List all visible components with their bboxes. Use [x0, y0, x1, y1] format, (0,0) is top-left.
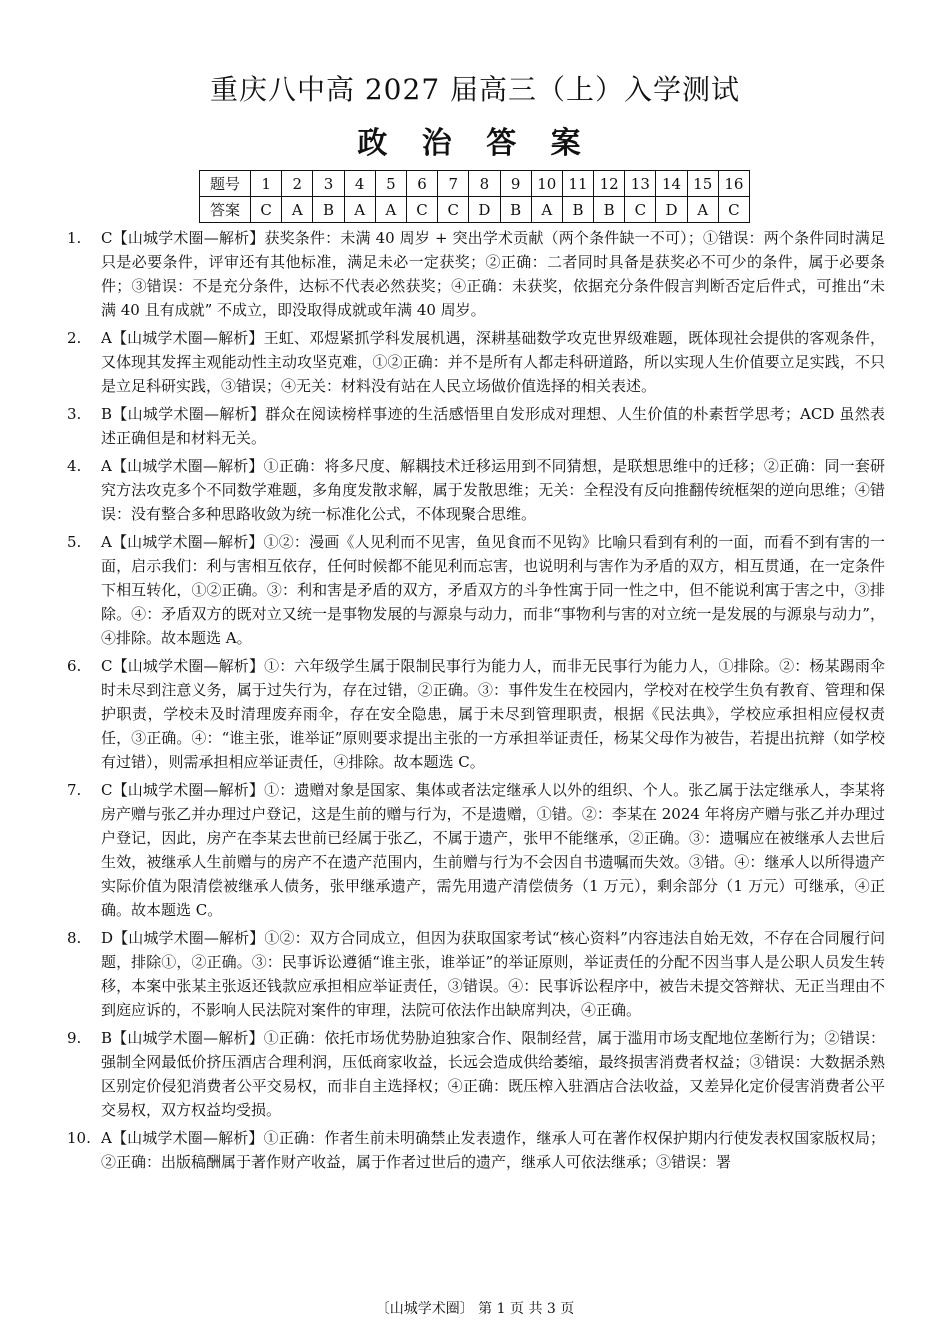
item-number: 9.: [67, 1029, 82, 1047]
table-cell: 5: [375, 171, 406, 197]
page-footer: 〔山城学术圈〕 第 1 页 共 3 页: [375, 1301, 575, 1317]
table-row-label: 答案: [200, 197, 251, 223]
table-cell: 7: [438, 171, 469, 197]
table-cell: 15: [687, 171, 718, 197]
table-cell: D: [469, 197, 500, 223]
table-cell: B: [313, 197, 344, 223]
table-cell: 10: [531, 171, 562, 197]
table-cell: C: [718, 197, 749, 223]
item-number: 10.: [67, 1129, 91, 1147]
table-cell: B: [594, 197, 625, 223]
table-cell: C: [625, 197, 656, 223]
page-title: 重庆八中高 2027 届高三（上）入学测试: [209, 73, 741, 106]
table-cell: A: [531, 197, 562, 223]
item-number: 3.: [67, 405, 82, 423]
table-cell: 13: [625, 171, 656, 197]
table-cell: B: [500, 197, 531, 223]
explanation-list: [0, 226, 950, 1178]
item-number: 4.: [67, 457, 82, 475]
item-text: A【山城学术圈—解析】①正确：将多尺度、解耦技术迁移运用到不同猜想，是联想思维中的迁移；②正确：同一套研究方法攻克多个不同数学难题，多角度发散求解，属于发散思维；无关：全程没有反向推翻传统框架的逆向思维；④错误：没有整合多种思路收敛为统一标准化公式，不体现聚合思维。: [101, 457, 885, 523]
item-text: C【山城学术圈—解析】①：六年级学生属于限制民事行为能力人，而非无民事行为能力人，①排除。②：杨某踢雨伞时未尽到注意义务，属于过失行为，存在过错，②正确。③：事件发生在校园内，学校对在校学生负有教育、管理和保护职责，学校未及时清理废弃雨伞，存在安全隐患，属于未尽到管理职责，根据《民法典》，学校应承担相应侵权责任，③正确。④：“谁主张，谁举证”原则要求提出主张的一方承担举证责任，杨某父母作为被告，若提出抗辩（如学校有过错），则需承担相应举证责任，④排除。故本题选 C。: [101, 657, 885, 771]
item-number: 6.: [67, 657, 82, 675]
table-cell: B: [562, 197, 593, 223]
item-number: 2.: [67, 329, 82, 347]
table-cell: 11: [562, 171, 593, 197]
table-cell: 3: [313, 171, 344, 197]
table-cell: 12: [594, 171, 625, 197]
item-text: A【山城学术圈—解析】①正确：作者生前未明确禁止发表遗作，继承人可在著作权保护期内行使发表权国家版权局；②正确：出版稿酬属于著作财产收益，属于作者过世后的遗产，继承人可依法继承；③错误：署: [101, 1129, 885, 1171]
item-text: D【山城学术圈—解析】①②：双方合同成立，但因为获取国家考试“核心资料”内容违法自始无效，不存在合同履行问题，排除①，②正确。③：民事诉讼遵循“谁主张，谁举证”的举证原则，举证责任的分配不因当事人是公职人员发生转移，本案中张某主张返还钱款应承担相应举证责任，③错误。④：民事诉讼程序中，被告未提交答辩状、无正当理由不到庭应诉的，不影响人民法院对案件的审理，法院可依法作出缺席判决，④正确。: [101, 929, 885, 1019]
table-cell: A: [282, 197, 313, 223]
item-number: 8.: [67, 929, 82, 947]
table-row-label: 题号: [200, 171, 251, 197]
item-number: 5.: [67, 533, 82, 551]
table-cell: 8: [469, 171, 500, 197]
answer-table: [199, 170, 750, 223]
table-cell: 4: [344, 171, 375, 197]
explanation-item: [67, 454, 885, 526]
item-text: B【山城学术圈—解析】群众在阅读榜样事迹的生活感悟里自发形成对理想、人生价值的朴素哲学思考；ACD 虽然表述正确但是和材料无关。: [101, 405, 885, 447]
item-text: B【山城学术圈—解析】①正确：依托市场优势胁迫独家合作、限制经营，属于滥用市场支配地位垄断行为；②错误：强制全网最低价挤压酒店合理利润，压低商家收益，长远会造成供给萎缩，最终损害消费者权益；③错误：大数据杀熟区别定价侵犯消费者公平交易权，而非自主选择权；④正确：既压榨入驻酒店合法收益，又差异化定价侵害消费者公平交易权，双方权益均受损。: [101, 1029, 885, 1119]
table-cell: 1: [251, 171, 282, 197]
explanation-item: [67, 326, 885, 398]
table-cell: A: [344, 197, 375, 223]
item-text: A【山城学术圈—解析】①②：漫画《人见利而不见害，鱼见食而不见钩》比喻只看到有利的一面，而看不到有害的一面，启示我们：利与害相互依存，任何时候都不能见利而忘害，也说明利与害作为矛盾的双方，相互贯通，在一定条件下相互转化，①②正确。③：利和害是矛盾的双方，矛盾双方的斗争性寓于同一性之中，但不能说利寓于害之中，③排除。④：矛盾双方的既对立又统一是事物发展的与源泉与动力，而非“事物利与害的对立统一是发展的与源泉与动力”，④排除。故本题选 A。: [101, 533, 885, 647]
table-cell: 14: [656, 171, 687, 197]
table-cell: 16: [718, 171, 749, 197]
explanation-item: [67, 1026, 885, 1122]
explanation-item: [67, 926, 885, 1022]
item-text: C【山城学术圈—解析】获奖条件：未满 40 周岁 + 突出学术贡献（两个条件缺一不可）；①错误：两个条件同时满足只是必要条件，评审还有其他标准，满足未必一定获奖；②正确：二者同时具备是获奖必不可少的条件，属于必要条件；③错误：不是充分条件，达标不代表必然获奖；④正确：未获奖，依据充分条件假言判断否定后件式，可推出“未满 40 且有成就” 不成立，即没取得成就或年满 40 周岁。: [101, 229, 885, 319]
explanation-item: [67, 778, 885, 922]
item-text: A【山城学术圈—解析】王虹、邓煜紧抓学科发展机遇，深耕基础数学攻克世界级难题，既体现社会提供的客观条件，又体现其发挥主观能动性主动攻坚克难，①②正确：并不是所有人都走科研道路，所以实现人生价值要立足实践，不只是立足科研实践，③错误；④无关：材料没有站在人民立场做价值选择的相关表述。: [101, 329, 885, 395]
table-cell: D: [656, 197, 687, 223]
table-cell: C: [406, 197, 437, 223]
explanation-item: [67, 402, 885, 450]
page-subtitle: 政 治 答 案: [357, 126, 593, 161]
explanation-item: [67, 226, 885, 322]
explanation-item: [67, 530, 885, 650]
table-cell: 6: [406, 171, 437, 197]
item-number: 1.: [67, 229, 82, 247]
table-cell: A: [687, 197, 718, 223]
table-cell: C: [438, 197, 469, 223]
item-text: C【山城学术圈—解析】①：遗赠对象是国家、集体或者法定继承人以外的组织、个人。张乙属于法定继承人，李某将房产赠与张乙并办理过户登记，这是生前的赠与行为，不是遗赠，①错。②：李某在 2024 年将房产赠与张乙并办理过户登记，因此，房产在李某去世前已经属于张乙，不属于遗产，张甲不能继承，②正确。③：遗嘱应在被继承人去世后生效，被继承人生前赠与的房产不在遗产范围内，生前赠与行为不会因自书遗嘱而失效。③错。④：继承人以所得遗产实际价值为限清偿被继承人债务，张甲继承遗产，需先用遗产清偿债务（1 万元），剩余部分（1 万元）可继承，④正确。故本题选 C。: [101, 781, 885, 919]
question-number-row: [200, 171, 750, 197]
explanation-item: [67, 1126, 885, 1174]
table-cell: C: [251, 197, 282, 223]
table-cell: 2: [282, 171, 313, 197]
table-cell: 9: [500, 171, 531, 197]
explanation-item: [67, 654, 885, 774]
answer-row: [200, 197, 750, 223]
table-cell: A: [375, 197, 406, 223]
item-number: 7.: [67, 781, 82, 799]
